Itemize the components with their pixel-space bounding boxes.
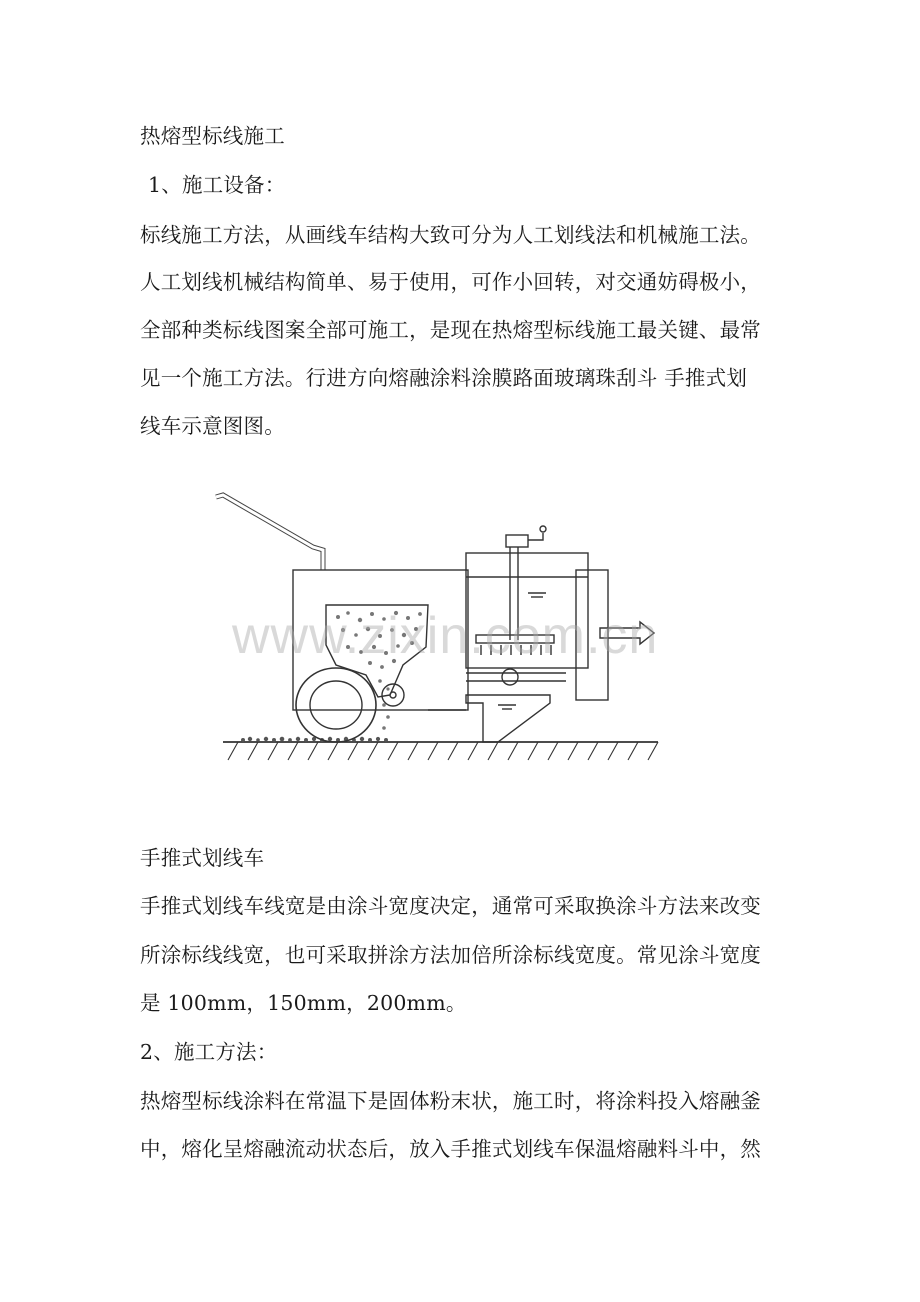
document-title: 热熔型标线施工 (140, 124, 285, 148)
cart-paragraph-line: 所涂标线线宽，也可采取拼涂方法加倍所涂标线宽度。常见涂斗宽度 (140, 943, 761, 967)
section2-heading: 2、施工方法： (140, 1040, 278, 1064)
section1-paragraph-line: 全部种类标线图案全部可施工，是现在热熔型标线施工最关键、最常 (140, 318, 761, 342)
section1-paragraph-line: 线车示意图图。 (140, 414, 285, 438)
section1-paragraph-line: 人工划线机械结构简单、易于使用，可作小回转，对交通妨碍极小， (140, 270, 761, 294)
section1-heading: 1、施工设备： (148, 173, 286, 197)
cart-section-heading: 手推式划线车 (140, 846, 265, 870)
section1-paragraph-line: 见一个施工方法。行进方向熔融涂料涂膜路面玻璃珠刮斗 手推式划 (140, 366, 748, 390)
section2-paragraph-line: 热熔型标线涂料在常温下是固体粉末状，施工时，将涂料投入熔融釜 (140, 1089, 761, 1113)
section2-paragraph-line: 中，熔化呈熔融流动状态后，放入手推式划线车保温熔融料斗中，然 (140, 1137, 761, 1161)
watermark: www.zixin.com.cn (232, 607, 659, 665)
section1-paragraph-line: 标线施工方法，从画线车结构大致可分为人工划线法和机械施工法。 (140, 223, 761, 247)
cart-paragraph-line: 是 100mm，150mm，200mm。 (140, 991, 467, 1015)
cart-paragraph-line: 手推式划线车线宽是由涂斗宽度决定，通常可采取换涂斗方法来改变 (140, 894, 761, 918)
